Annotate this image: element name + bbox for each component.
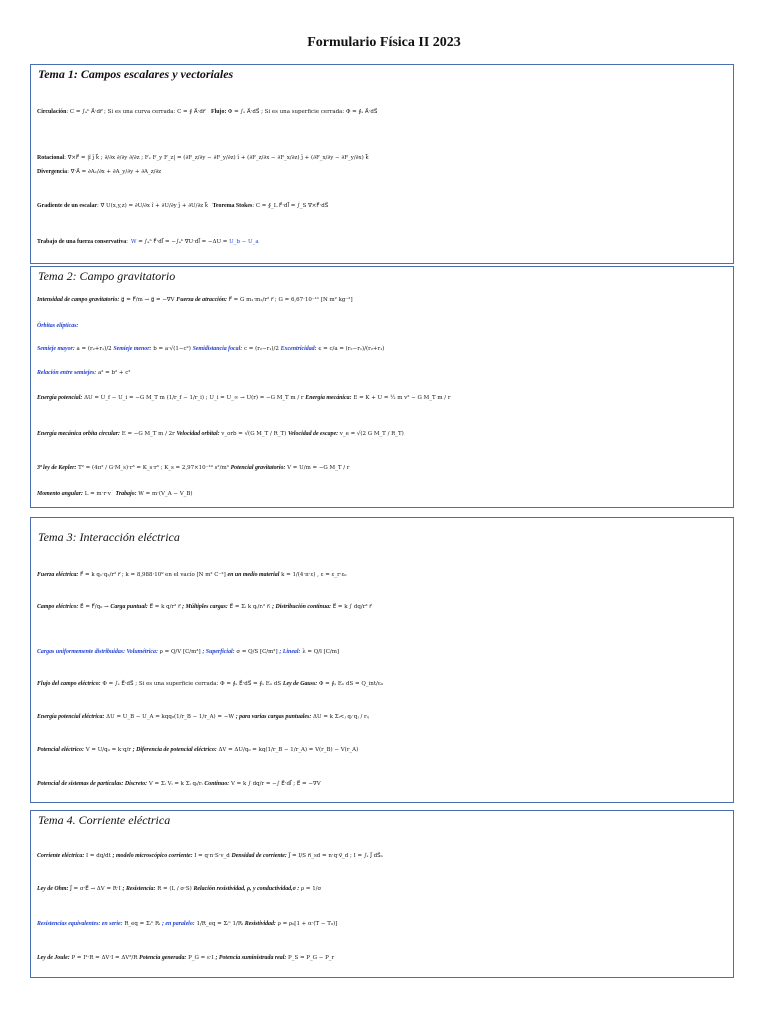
potencia-suministrada-label: ; Potencia suministrada real: [215, 955, 287, 961]
carga-puntual-formula: E⃗ = k q/r² r⃗ [147, 604, 183, 610]
trabajo2-label: Trabajo: [115, 491, 137, 497]
energia-pot-electrica-line [37, 710, 729, 724]
potencial-sistemas-label: Potencial de sistemas de partículas: Discreto: [37, 781, 148, 787]
cargas-dist-line [37, 645, 729, 659]
carga-puntual-label: Carga puntual: [110, 604, 148, 610]
diferencia-potencial-formula: ΔV = ΔU/q₀ = kq(1/r_B − 1/r_A) = V(r_B) − V(r_A) [216, 747, 359, 753]
ohm-formula: J⃗ = σ·E⃗ → ΔV = R·I [68, 886, 123, 892]
momento-line [37, 487, 729, 501]
trabajo-line: Trabajo de una fuerza conservativa: W = ∫ₐᵇ F⃗·dl⃗ = −∫ₐᵇ ∇⃗U·dl⃗ = −ΔU = U_b − U_a [37, 239, 259, 245]
joule-line [37, 951, 729, 965]
flujo-electrico-formula: Φ = ∫ₛ E⃗·dS⃗ ; Si es una superficie cerrada: Φ = ∮ₛ E⃗·dS⃗ = ∮ₛ Eₙ dS [100, 681, 283, 687]
excentricidad-label: Excentricidad: [280, 346, 317, 352]
kepler-label: 3ª ley de Kepler: [37, 465, 77, 471]
paralelo-formula: 1/R_eq = Σᵢⁿ 1/Rᵢ [194, 921, 245, 927]
campo-electrico-line [37, 600, 729, 614]
excentricidad-formula: ϵ = c/a = (r₂−r₁)/(r₂+r₁) [316, 346, 385, 352]
varias-cargas-formula: ΔU = k Σᵢ<ⱼ qᵢ·qⱼ / rᵢⱼ [311, 714, 370, 720]
section-tema-1 [30, 64, 734, 264]
epe-label: Energía potencial eléctrica: [37, 714, 105, 720]
potencial-grav-formula: V = U/m = −G M_T / r [285, 465, 350, 471]
relacion-formula: a² = b² + c² [96, 370, 131, 376]
relacion-label: Relación entre semiejes: [37, 370, 97, 376]
section-tema-2 [30, 266, 734, 508]
potencia-generada-label: Potencia generada: [139, 955, 187, 961]
distribucion-continua-label: ; Distribución continua: [272, 604, 331, 610]
potencia-suministrada-formula: P_S = P_G − P_r [286, 955, 335, 961]
energia-mecanica-label: Energía mecánica: [305, 395, 352, 401]
circulacion-label: Circulación [37, 109, 67, 115]
section-title: Tema 1: Campos escalares y vectoriales [38, 67, 234, 81]
energia-potencial-line [37, 391, 729, 405]
volumetrica-formula: ρ = Q/V [C/m³] [157, 649, 203, 655]
em-orbita-formula: E = −G M_T m / 2r [119, 431, 177, 437]
trabajo-formula: = ∫ₐᵇ F⃗·dl⃗ = −∫ₐᵇ ∇⃗U·dl⃗ = −ΔU = [136, 239, 230, 245]
rotacional-label: Rotacional [37, 155, 65, 161]
potencial-electrico-line [37, 743, 729, 757]
resistividad-label: Resistividad: [244, 921, 276, 927]
gradiente-formula: : ∇⃗ U(x,y,z) = ∂U/∂x î + ∂U/∂y ĵ + ∂U/∂z k⃗ [97, 203, 209, 209]
potencial-grav-label: Potencial gravitatorio: [230, 465, 286, 471]
epe-formula: ΔU = U_B − U_A = kqq₀(1/r_B − 1/r_A) = −W [104, 714, 236, 720]
ohm-line [37, 882, 729, 896]
gauss-formula: Φ = ∮ₛ Eₙ dS = Q_int/ε₀ [317, 681, 383, 687]
rotacional-line [37, 151, 729, 165]
intensidad-label: Intensidad de campo gravitatorio: [37, 297, 120, 303]
potencial-electrico-label: Potencial eléctrico: [37, 747, 84, 753]
volumetrica-label: Cargas uniformemente distribuidas: Volumétrica: [37, 649, 158, 655]
continuo-formula: V = k ∫ dq/r = −∫ E⃗·dl⃗ ; E⃗ = −∇V [229, 781, 321, 787]
fuerza-electrica-formula: F⃗ = k q₁·q₂/r² r⃗ ; k = 8,988·10⁹ en el vacío [N m² C⁻²] [78, 572, 228, 578]
multiples-cargas-label: ; Múltiples cargas: [182, 604, 228, 610]
kepler-formula: T² = (4π² / G·M_s)·r³ = K_s·r³ ; K_s = 2,97×10⁻¹⁹ s²/m³ [76, 465, 231, 471]
trabajo-end: U_b − U_a [229, 239, 259, 245]
semieje-mayor-label: Semieje mayor: [37, 346, 75, 352]
flujo-electrico-line [37, 677, 729, 691]
energia-potencial-formula: ΔU = U_f − U_i = −G M_T m (1/r_f − 1/r_i) ; U_i = U_∞ → U(r) = −G M_T m / r [82, 395, 306, 401]
ohm-label: Ley de Ohm: [37, 886, 69, 892]
superficial-formula: σ = Q/S [C/m²] [234, 649, 280, 655]
relacion-line [37, 366, 729, 380]
divergencia-line [37, 165, 729, 179]
superficial-label: ; Superficial: [202, 649, 235, 655]
intensidad-line [37, 293, 729, 307]
vel-orbital-label: Velocidad orbital: [176, 431, 220, 437]
section-title: Tema 2: Campo gravitatorio [38, 269, 176, 283]
divergencia-label: Divergencia [37, 169, 68, 175]
gradiente-line [37, 199, 729, 213]
corriente-label: Corriente eléctrica: [37, 853, 85, 859]
semieje-menor-formula: b = a·√(1−c²) [151, 346, 193, 352]
continuo-label: Continuo: [204, 781, 230, 787]
divergencia-formula: : ∇⃗·A⃗ = ∂Aₓ/∂x + ∂A_y/∂y + ∂A_z/∂z [67, 169, 162, 175]
semidistancia-label: Semidistancia focal: [192, 346, 243, 352]
resistividad-formula: ρ = ρ₀[1 + α·(T − T₀)] [275, 921, 338, 927]
flujo-electrico-label: Flujo del campo eléctrico: [37, 681, 101, 687]
trabajo2-formula: W = m·(V_A − V_B) [136, 491, 193, 497]
varias-cargas-label: ; para varias cargas puntuales: [235, 714, 312, 720]
joule-formula: P = I²·R = ΔV·I = ΔV²/R [69, 955, 140, 961]
trabajo-label: Trabajo de una fuerza conservativa [37, 239, 127, 245]
page-title: Formulario Física II 2023 [307, 35, 461, 50]
circulacion-line [37, 105, 729, 119]
gauss-label: Ley de Gauss: [282, 681, 318, 687]
em-orbita-label: Energía mecánica orbita circular: [37, 431, 120, 437]
gradiente-label: Gradiente de un escalar [37, 203, 98, 209]
section-tema-3 [30, 517, 734, 803]
serie-label: Resistencias equivalentes: en serie: [37, 921, 123, 927]
modelo-micro-formula: I = q·n·S·v_d [192, 853, 232, 859]
potencial-sistemas-line [37, 777, 729, 791]
resistencias-eq-line [37, 917, 729, 931]
semieje-mayor-formula: a = (r₂+r₁)/2 [74, 346, 114, 352]
vel-orbital-formula: v_orb = √(G M_T / R_T) [219, 431, 288, 437]
densidad-corriente-formula: J⃗ = I/S n⃗_sd = n·q·v⃗_d ; I = ∫ₛ J⃗ dS⃗ₙ [286, 853, 383, 859]
corriente-formula: I = dq/dt [84, 853, 113, 859]
joule-label: Ley de Joule: [37, 955, 70, 961]
potencial-sistemas-formula: V = Σᵢ Vᵢ = k Σᵢ qᵢ/rᵢ [147, 781, 205, 787]
resistencia-formula: R = (L / σ·S) [155, 886, 194, 892]
atraccion-label: Fuerza de atracción: [176, 297, 228, 303]
circulacion-formula: : C = ∫ₐᵇ A⃗·dr⃗ ; Si es una curva cerrada: C = ∮ A⃗·dr⃗ [66, 109, 206, 115]
momento-formula: L = m·r·v [83, 491, 113, 497]
campo-electrico-formula: E⃗ = F⃗/q₀ → [78, 604, 111, 610]
multiples-cargas-formula: E⃗ = Σᵢ k qᵢ/rᵢ² r⃗ᵢ [227, 604, 273, 610]
paralelo-label: ; en paralelo: [162, 921, 195, 927]
potencia-generada-formula: P_G = ε·I [186, 955, 216, 961]
modelo-micro-label: ; modelo microscópico corriente: [112, 853, 193, 859]
flujo-formula: Φ = ∫ₛ A⃗·dS⃗ ; Si es una superficie cerrada: Φ = ∮ₛ A⃗·dS⃗ [227, 109, 378, 115]
diferencia-potencial-label: ; Diferencia de potencial eléctrico: [132, 747, 217, 753]
potencial-electrico-formula: V = U/q₀ = k·q/r [83, 747, 133, 753]
trabajo-w: W [130, 239, 137, 245]
momento-label: Momento angular: [37, 491, 83, 497]
section-title: Tema 3: Interacción eléctrica [38, 530, 180, 544]
lineal-label: ; Lineal: [279, 649, 301, 655]
section-title: Tema 4. Corriente eléctrica [38, 813, 171, 827]
orbita-circular-line [37, 427, 729, 441]
medio-material-label: en un medio material [227, 572, 280, 578]
rotacional-formula: : ∇⃗×F⃗ = |î ĵ k⃗ ; ∂/∂x ∂/∂y ∂/∂z ; Fₓ F_y F_z| = (∂F_z/∂y − ∂F_y/∂z) î + (∂F_z/∂x − ∂F_x/∂z) ĵ + (∂F_x/∂y − ∂F_y/∂x) k⃗ [64, 155, 369, 161]
fuerza-electrica-line [37, 568, 729, 582]
section-tema-4 [30, 810, 734, 978]
resistencia-label: ; Resistencia: [122, 886, 156, 892]
vel-escape-formula: v_e = √(2 G M_T / R_T) [338, 431, 404, 437]
flujo-label: Flujo: [211, 109, 227, 115]
relacion-resistividad-formula: ρ = 1/σ [299, 886, 322, 892]
energia-potencial-label: Energía potencial: [37, 395, 83, 401]
semieje-menor-label: Semieje menor: [113, 346, 152, 352]
densidad-corriente-label: Densidad de corriente: [231, 853, 287, 859]
fuerza-electrica-label: Fuerza eléctrica: [37, 572, 79, 578]
distribucion-continua-formula: E⃗ = k ∫ dq/r² r⃗ [331, 604, 372, 610]
lineal-formula: λ = Q/l [C/m] [300, 649, 340, 655]
corriente-line [37, 849, 729, 863]
vel-escape-label: Velocidad de escape: [287, 431, 339, 437]
orbitas-label: Órbitas elípticas: [37, 323, 79, 329]
semidistancia-formula: c = (r₂−r₁)/2 [242, 346, 281, 352]
semiejes-line [37, 342, 729, 356]
kepler-line [37, 461, 729, 475]
stokes-formula: : C = ∮_L F⃗·dl⃗ = ∫_S ∇⃗×F⃗·dS⃗ [252, 203, 329, 209]
serie-formula: R_eq = Σᵢⁿ Rᵢ [122, 921, 162, 927]
atraccion-formula: F⃗ = G m₁·m₂/r² r⃗ ; G = 6,67·10⁻¹¹ [N m² kg⁻²] [227, 297, 353, 303]
orbitas-line [37, 319, 729, 333]
campo-electrico-label: Campo eléctrico: [37, 604, 79, 610]
medio-material-formula: k = 1/(4·π·ε) , ε = ε_r·ε₀ [279, 572, 347, 578]
intensidad-formula: g⃗ = F⃗/m → g⃗ = −∇⃗V [119, 297, 177, 303]
energia-mecanica-formula: E = K + U = ½ m v² − G M_T m / r [351, 395, 451, 401]
relacion-resistividad-label: Relación resistividad, ρ, y conductividad,σ : [193, 886, 300, 892]
stokes-label: Teorema Stokes [212, 203, 253, 209]
